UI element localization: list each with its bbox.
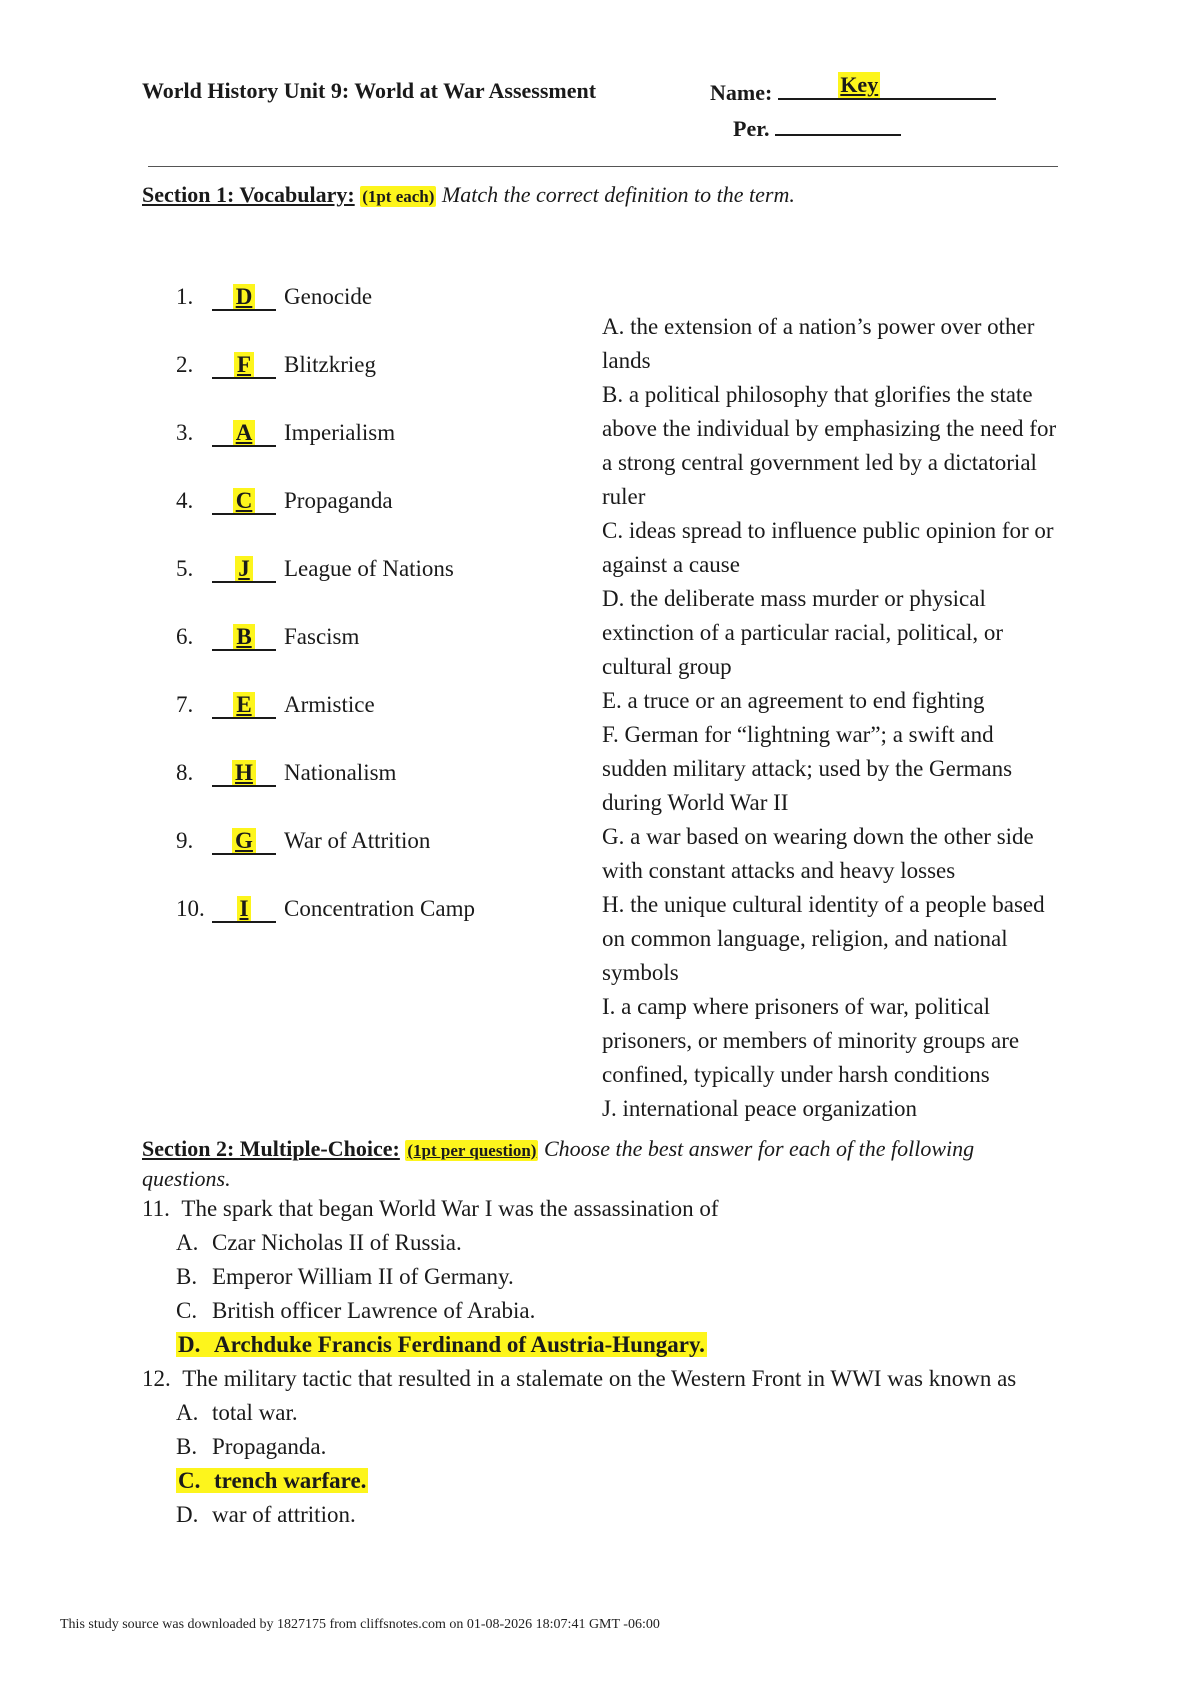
item-number: 1. — [176, 284, 194, 309]
answer-blank — [212, 829, 276, 855]
vocab-item — [176, 624, 359, 651]
answer-option — [176, 1502, 356, 1528]
answer-blank — [212, 489, 276, 515]
option-text: trench warfare. — [214, 1468, 367, 1493]
vocab-item — [176, 692, 375, 719]
vocab-item — [176, 488, 393, 515]
item-number: 10. — [176, 896, 205, 921]
document-title: World History Unit 9: World at War Assessment — [142, 78, 597, 103]
option-letter: D. — [176, 1502, 199, 1527]
section2-heading — [142, 1136, 974, 1162]
item-number: 5. — [176, 556, 194, 581]
vocab-item — [176, 896, 475, 923]
item-number: 8. — [176, 760, 194, 785]
definition: H. the unique cultural identity of a people based on common language, religion, and national symbols — [602, 892, 1045, 985]
item-number: 7. — [176, 692, 194, 717]
item-number: 6. — [176, 624, 194, 649]
definition: B. a political philosophy that glorifies the state above the individual by emphasizing the need for a strong central government led by a dictatorial ruler — [602, 382, 1057, 509]
option-text: British officer Lawrence of Arabia. — [212, 1298, 536, 1323]
definition: G. a war based on wearing down the other side with constant attacks and heavy losses — [602, 824, 1034, 883]
question-text: The military tactic that resulted in a stalemate on the Western Front in WWI was known as — [182, 1366, 1017, 1391]
answer-letter: H — [232, 760, 256, 785]
vocab-term: Imperialism — [284, 420, 396, 445]
answer-letter: B — [233, 624, 254, 649]
vocab-item — [176, 828, 430, 855]
option-letter: C. — [178, 1468, 201, 1493]
section1-title: Section 1: Vocabulary: — [142, 182, 355, 207]
vocab-term: Concentration Camp — [284, 896, 475, 921]
question-11 — [142, 1196, 719, 1222]
header-divider — [148, 166, 1058, 167]
option-text: war of attrition. — [212, 1502, 356, 1527]
answer-letter: C — [233, 488, 256, 513]
answer-letter: D — [233, 284, 256, 309]
definition: E. a truce or an agreement to end fighting — [602, 688, 985, 713]
period-blank — [775, 114, 901, 136]
section1-points: (1pt each) — [362, 187, 435, 206]
vocab-term: Blitzkrieg — [284, 352, 376, 377]
option-letter: B. — [176, 1434, 198, 1459]
answer-blank — [212, 421, 276, 447]
section2-instructions: Choose the best answer for each of the following — [543, 1136, 975, 1161]
option-letter: A. — [176, 1400, 199, 1425]
question-12 — [142, 1366, 1016, 1392]
section2-points: (1pt per question) — [407, 1141, 537, 1160]
answer-letter: E — [233, 692, 254, 717]
option-letter: B. — [176, 1264, 198, 1289]
vocab-term: Propaganda — [284, 488, 393, 513]
answer-option — [176, 1230, 462, 1256]
answer-letter: G — [232, 828, 256, 853]
answer-blank — [212, 761, 276, 787]
item-number: 4. — [176, 488, 194, 513]
option-text: Archduke Francis Ferdinand of Austria-Hungary. — [214, 1332, 705, 1357]
answer-option — [176, 1264, 514, 1290]
period-field — [733, 114, 901, 142]
question-number: 12. — [142, 1366, 171, 1391]
section2-instructions-cont: questions. — [142, 1166, 231, 1191]
answer-option — [176, 1434, 326, 1460]
vocab-term: War of Attrition — [284, 828, 431, 853]
definition: F. German for “lightning war”; a swift and sudden military attack; used by the Germans during World War II — [602, 722, 1013, 815]
definition: I. a camp where prisoners of war, political prisoners, or members of minority groups are confined, typically under harsh conditions — [602, 994, 1020, 1087]
section1-instructions: Match the correct definition to the term. — [441, 182, 795, 207]
vocab-term: Nationalism — [284, 760, 397, 785]
name-label: Name: — [710, 80, 773, 105]
vocab-term: Fascism — [284, 624, 360, 649]
vocab-item — [176, 284, 372, 311]
item-number: 2. — [176, 352, 194, 377]
option-letter: C. — [176, 1298, 198, 1323]
option-text: Propaganda. — [212, 1434, 327, 1459]
answer-blank — [212, 285, 276, 311]
vocab-item — [176, 556, 454, 583]
question-text: The spark that began World War I was the assassination of — [181, 1196, 719, 1221]
vocab-term: Genocide — [284, 284, 373, 309]
definition: A. the extension of a nation’s power over other lands — [602, 314, 1035, 373]
period-label: Per. — [733, 116, 770, 141]
answer-letter: F — [234, 352, 254, 377]
answer-blank — [212, 353, 276, 379]
vocab-item — [176, 760, 396, 787]
correct-answer-option — [176, 1332, 707, 1358]
option-letter: A. — [176, 1230, 199, 1255]
answer-option — [176, 1298, 535, 1324]
answer-blank — [212, 693, 276, 719]
name-blank — [778, 72, 996, 100]
answer-blank — [212, 625, 276, 651]
vocab-term: Armistice — [284, 692, 375, 717]
download-footer: This study source was downloaded by 1827175 from cliffsnotes.com on 01-08-2026 18:07:41 GMT -06:00 — [60, 1617, 660, 1632]
vocab-term: League of Nations — [284, 556, 454, 581]
item-number: 9. — [176, 828, 194, 853]
section2-title: Section 2: Multiple-Choice: — [142, 1136, 400, 1161]
answer-blank — [212, 897, 276, 923]
vocab-item — [176, 420, 395, 447]
answer-letter: J — [235, 556, 253, 581]
correct-answer-option — [176, 1468, 368, 1494]
vocab-item — [176, 352, 376, 379]
option-text: Emperor William II of Germany. — [212, 1264, 514, 1289]
name-field — [710, 72, 996, 106]
answer-letter: I — [237, 896, 252, 921]
definitions-list — [602, 310, 1062, 1126]
option-letter: D. — [178, 1332, 201, 1357]
definition: J. international peace organization — [602, 1096, 918, 1121]
definition: C. ideas spread to influence public opinion for or against a cause — [602, 518, 1054, 577]
answer-letter: A — [233, 420, 256, 445]
option-text: Czar Nicholas II of Russia. — [212, 1230, 462, 1255]
name-value: Key — [840, 72, 879, 97]
section1-heading — [142, 182, 795, 208]
answer-blank — [212, 557, 276, 583]
question-number: 11. — [142, 1196, 170, 1221]
definition: D. the deliberate mass murder or physical extinction of a particular racial, political, or cultural group — [602, 586, 1004, 679]
item-number: 3. — [176, 420, 194, 445]
option-text: total war. — [212, 1400, 298, 1425]
answer-option — [176, 1400, 298, 1426]
